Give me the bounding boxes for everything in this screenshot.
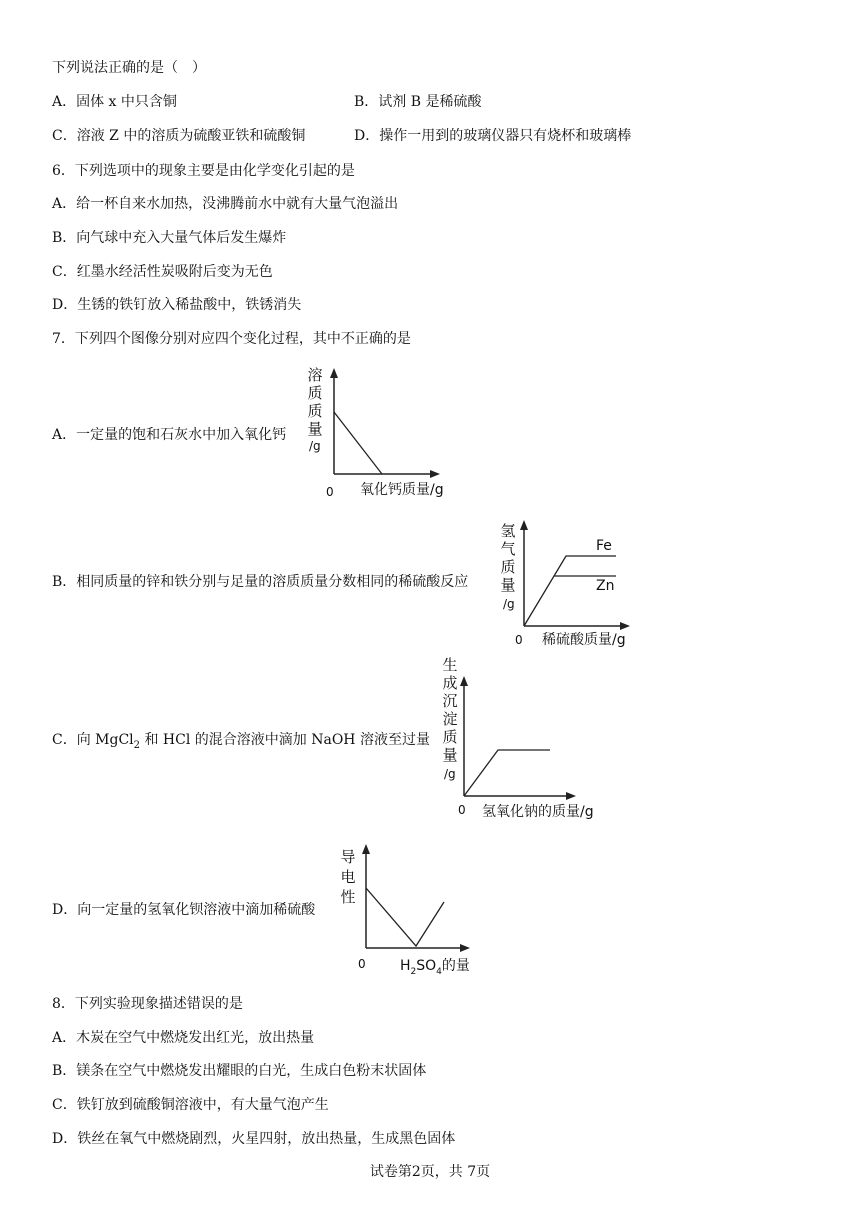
q7-option-c-text-pre: C．向 MgCl — [52, 732, 134, 748]
curve — [464, 750, 550, 796]
x-label: 氢氧化钠的质量/g — [482, 804, 594, 820]
q7-option-c-text-post: 和 HCl 的混合溶液中滴加 NaOH 溶液至过量 — [140, 732, 430, 748]
q7-option-a: A．一定量的饱和石灰水中加入氧化钙 — [52, 427, 287, 443]
q5-stem: 下列说法正确的是（ ） — [52, 60, 206, 76]
q7-option-d: D．向一定量的氢氧化钡溶液中滴加稀硫酸 — [52, 902, 316, 918]
origin-label: 0 — [326, 485, 334, 499]
q6-option-b: B．向气球中充入大量气体后发生爆炸 — [52, 230, 287, 246]
y-axis-arrow — [520, 520, 528, 530]
q7-graph-b — [498, 514, 648, 654]
y-label-2: 气 — [500, 540, 516, 558]
x-label-suffix: 的量 — [441, 958, 470, 974]
q5-option-d: D．操作一用到的玻璃仪器只有烧杯和玻璃棒 — [354, 128, 632, 144]
q7-graph-c-svg — [438, 654, 613, 824]
y-label-2: 电 — [340, 868, 356, 886]
q8-option-a: A．木炭在空气中燃烧发出红光，放出热量 — [52, 1030, 315, 1046]
series-label-zn: Zn — [596, 578, 615, 594]
y-label-3: 质 — [500, 558, 516, 576]
q8-stem: 8．下列实验现象描述错误的是 — [52, 996, 243, 1012]
x-axis-arrow — [460, 944, 470, 952]
q7-graph-d — [336, 840, 486, 978]
y-unit: /g — [503, 597, 515, 611]
q8-option-b: B．镁条在空气中燃烧发出耀眼的白光，生成白色粉末状固体 — [52, 1063, 427, 1079]
x-label-sub-4: 4 — [436, 966, 442, 977]
x-axis-arrow — [620, 622, 630, 630]
q6-stem: 6．下列选项中的现象主要是由化学变化引起的是 — [52, 163, 355, 179]
origin-label: 0 — [458, 803, 466, 817]
y-label-1: 生 — [442, 656, 458, 674]
origin-label: 0 — [358, 957, 366, 971]
q5-option-b: B．试剂 B 是稀硫酸 — [354, 94, 482, 110]
y-label-6: 量 — [442, 746, 458, 764]
q7-graph-a — [300, 364, 460, 504]
q7-option-c — [52, 730, 430, 756]
y-axis-arrow — [330, 368, 338, 378]
y-label-1: 导 — [340, 848, 356, 866]
q6-option-d: D．生锈的铁钉放入稀盐酸中，铁锈消失 — [52, 297, 302, 313]
y-label-1: 氢 — [500, 522, 516, 540]
q5-option-a: A．固体 x 中只含铜 — [52, 94, 177, 110]
y-label-3: 沉 — [442, 692, 458, 710]
q6-option-c: C．红墨水经活性炭吸附后变为无色 — [52, 264, 273, 280]
y-label-5: 质 — [442, 728, 458, 746]
y-unit: /g — [309, 439, 321, 453]
x-axis-arrow — [566, 792, 576, 800]
q7-option-c-subscript: 2 — [133, 739, 141, 751]
q6-option-a: A．给一杯自来水加热，没沸腾前水中就有大量气泡溢出 — [52, 196, 399, 212]
y-label-2: 质 — [307, 384, 323, 402]
q8-option-c: C．铁钉放到硫酸铜溶液中，有大量气泡产生 — [52, 1097, 329, 1113]
y-label-3: 性 — [340, 888, 356, 906]
y-label-4: 量 — [307, 420, 323, 438]
series-label-fe: Fe — [596, 538, 612, 554]
x-label-so: SO — [416, 958, 437, 974]
x-label-sub-2: 2 — [410, 966, 417, 977]
curve — [334, 412, 382, 474]
x-label: 氧化钙质量/g — [360, 482, 444, 498]
y-label-4: 淀 — [442, 710, 458, 728]
origin-label: 0 — [515, 633, 523, 647]
y-axis-arrow — [460, 676, 468, 686]
y-label-2: 成 — [442, 674, 458, 692]
x-label: 稀硫酸质量/g — [542, 632, 626, 648]
q8-option-d: D．铁丝在氧气中燃烧剧烈，火星四射，放出热量，生成黑色固体 — [52, 1131, 456, 1147]
y-label-3: 质 — [307, 402, 323, 420]
q5-option-c: C．溶液 Z 中的溶质为硫酸亚铁和硫酸铜 — [52, 128, 306, 144]
x-axis-arrow — [430, 470, 440, 478]
x-label-h: H — [400, 958, 411, 974]
y-axis-arrow — [362, 844, 370, 854]
x-label — [400, 958, 470, 981]
curve — [366, 888, 444, 946]
q7-graph-c — [438, 654, 613, 824]
page-footer: 试卷第2页，共 7页 — [369, 1164, 491, 1180]
y-label-4: 量 — [500, 576, 516, 594]
y-unit: /g — [444, 767, 456, 781]
q7-stem: 7．下列四个图像分别对应四个变化过程，其中不正确的是 — [52, 331, 411, 347]
q7-option-b: B．相同质量的锌和铁分别与足量的溶质质量分数相同的稀硫酸反应 — [52, 574, 469, 590]
y-label-1: 溶 — [307, 366, 323, 384]
